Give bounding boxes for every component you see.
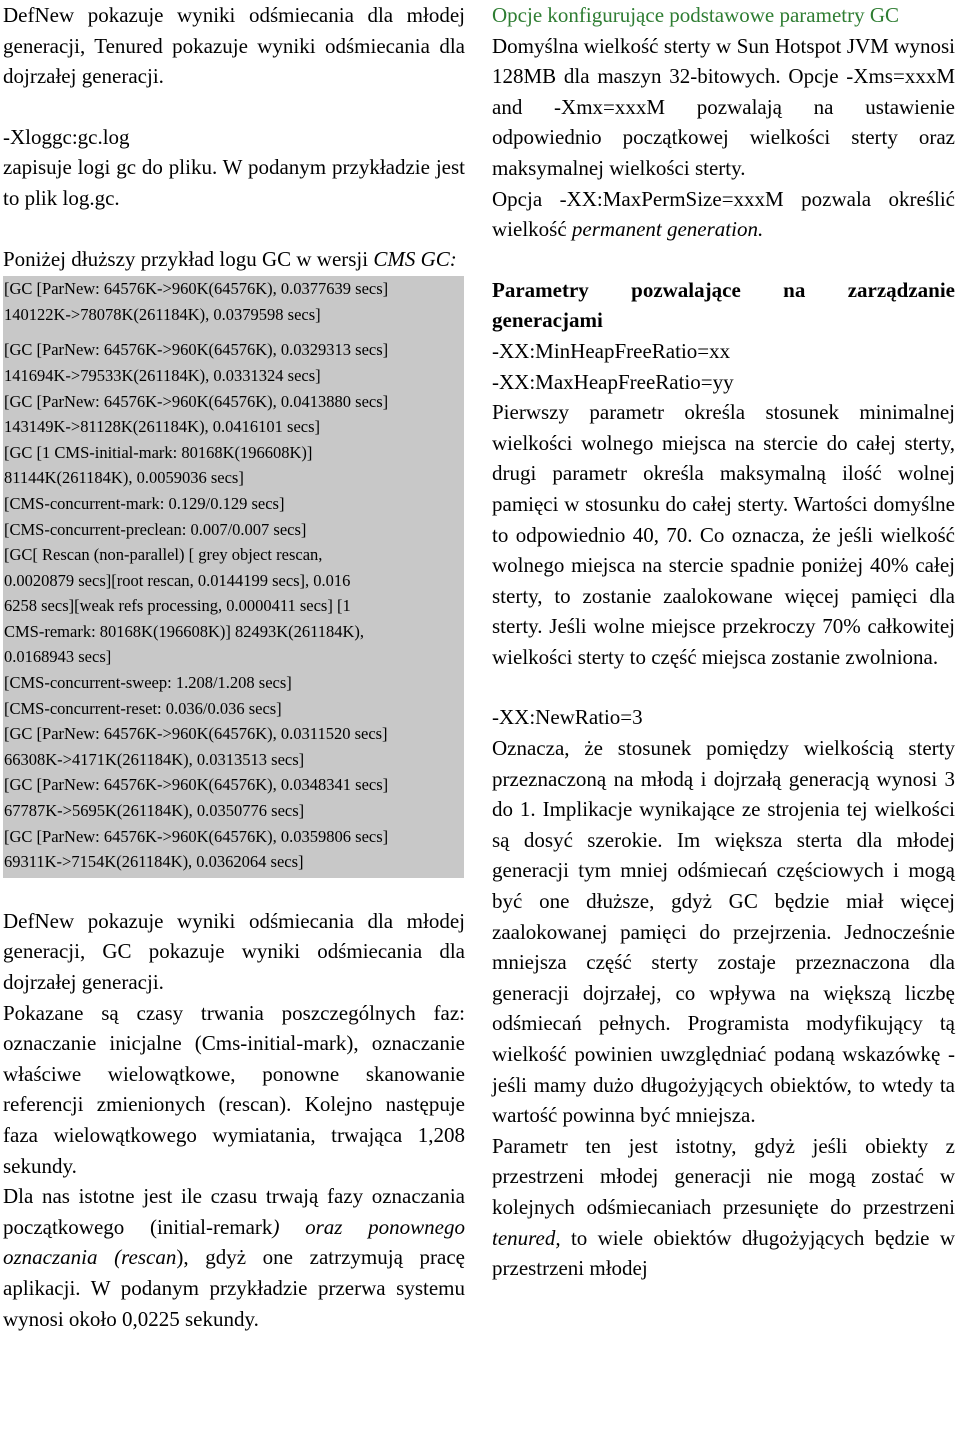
section-heading-gc-options: Opcje konfigurujące podstawowe parametry GC bbox=[492, 3, 900, 27]
spacer bbox=[3, 214, 465, 244]
gc-log-line: 81144K(261184K), 0.0059036 secs] bbox=[4, 468, 244, 488]
gc-log-line: 0.0020879 secs][root rescan, 0.0144199 secs], 0.016 bbox=[4, 570, 351, 590]
spacer bbox=[492, 672, 955, 702]
xloggc-option: -Xloggc:gc.log bbox=[3, 124, 130, 149]
gc-log-line: [GC[ Rescan (non-parallel) [ grey object rescan, bbox=[4, 545, 323, 565]
right-column bbox=[492, 0, 955, 1284]
gc-log-line: [GC [ParNew: 64576K->960K(64576K), 0.0377639 secs] bbox=[4, 279, 389, 299]
gc-log-line: [GC [ParNew: 64576K->960K(64576K), 0.0359806 secs] bbox=[4, 826, 389, 846]
heap-free-ratio-paragraph: Pierwszy parametr określa stosunek minimalnej wielkości wolnego miejsca na stercie do całej sterty, drugi parametr określa maksymalną ilość wolnej pamięci w stosunku do całej sterty. Wartości domyślne to odpowiednio 40, 70. Co oznacza, że jeśli wielkość wolnego miejsca na stercie spadnie poniżej 40% całej sterty, to zostanie zaalokowane więcej pamięci dla sterty. Jeśli wolne miejsce przekroczy 70% całkowitej wielkości sterty to część miejsca zostanie zwolniona. bbox=[492, 400, 955, 669]
tenured-text-c: to wiele obiektów długożyjących będzie w przestrzeni młodej bbox=[492, 1225, 955, 1281]
longer-example-text: Poniżej dłuższy przykład logu GC w wersji bbox=[3, 246, 369, 271]
spacer bbox=[3, 878, 465, 906]
gc-log-line: [CMS-concurrent-preclean: 0.007/0.007 secs] bbox=[4, 519, 307, 539]
gc-log-group-2 bbox=[4, 337, 464, 874]
pause-explanation bbox=[3, 1181, 465, 1334]
gc-log-line: 141694K->79533K(261184K), 0.0331324 secs] bbox=[4, 365, 321, 385]
pause-text-c: ), gdyż one zatrzymują pracę aplikacji. W podanym przykładzie przerwa systemu wynosi około 0,0225 sekundy. bbox=[3, 1245, 466, 1331]
xloggc-description: zapisuje logi gc do pliku. W podanym przykładzie jest to plik log.gc. bbox=[3, 155, 465, 210]
log-spacer bbox=[4, 327, 464, 337]
gc-log-line: [GC [ParNew: 64576K->960K(64576K), 0.0348341 secs] bbox=[4, 775, 389, 795]
gc-log-block bbox=[3, 276, 464, 878]
option-max-heap-free: -XX:MaxHeapFreeRatio=yy bbox=[492, 369, 734, 394]
gc-log-group-1 bbox=[4, 276, 464, 327]
gc-log-line: 66308K->4171K(261184K), 0.0313513 secs] bbox=[4, 749, 305, 769]
defnew-explanation: DefNew pokazuje wyniki odśmiecania dla młodej generacji, GC pokazuje wyniki odśmiecania dla dojrzałej generacji. bbox=[3, 908, 465, 994]
maxpermsize-paragraph bbox=[492, 184, 955, 245]
gc-log-line: [GC [1 CMS-initial-mark: 80168K(196608K)] bbox=[4, 442, 313, 462]
gc-log-line: [CMS-concurrent-reset: 0.036/0.036 secs] bbox=[4, 698, 282, 718]
heap-size-paragraph: Domyślna wielkość sterty w Sun Hotspot JVM wynosi 128MB dla maszyn 32-bitowych. Opcje -Xms=xxxM and -Xmx=xxxM pozwalają na ustawienie odpowiednio początkowej wielkości sterty oraz maksymalnej wielkości sterty. bbox=[492, 33, 955, 180]
longer-example-intro bbox=[3, 244, 465, 275]
phases-explanation: Pokazane są czasy trwania poszczególnych faz: oznaczanie inicjalne (Cms-initial-mark), oznaczanie właściwe wielowątkowe, ponowne skanowanie referencji zmienionych (rescan). Kolejno następuje faza wielowątkowego wymiatania, trwająca 1,208 sekundy. bbox=[3, 1000, 465, 1178]
left-column bbox=[3, 0, 465, 1334]
newratio-paragraph: Oznacza, że stosunek pomiędzy wielkością sterty przeznaczoną na młodą i dojrzałą generacją wynosi 3 do 1. Implikacje wynikające ze strojenia tej wielkości są dosyć szerokie. Im większa sterta dla młodej generacji tym mniej odśmiecań częściowych i mogą być one dłuższe, gdyż GC będzie miał więcej zaalokowanej pamięci do przejrzenia. Jednocześnie mniejsza część sterty zostaje przeznaczona dla generacji dojrzałej, co wpływa na większą liczbę odśmiecań pełnych. Programista modyfikujący tą wielkość powinien uwzględniać podaną wskazówkę - jeśli mamy dużo długożyjących obiektów, to wtedy ta wartość powinna być mniejsza. bbox=[492, 736, 955, 1128]
gc-log-line: [GC [ParNew: 64576K->960K(64576K), 0.0413880 secs] bbox=[4, 391, 389, 411]
gc-log-line: 69311K->7154K(261184K), 0.0362064 secs] bbox=[4, 852, 304, 872]
option-min-heap-free: -XX:MinHeapFreeRatio=xx bbox=[492, 338, 731, 363]
pause-text-a: Dla nas istotne jest ile czasu trwają fazy oznaczania początkowego (initial-remark bbox=[3, 1184, 465, 1239]
cms-gc-label: CMS GC: bbox=[373, 246, 457, 271]
gc-log-line: [GC [ParNew: 64576K->960K(64576K), 0.0311520 secs] bbox=[4, 724, 388, 744]
tenured-text-a: Parametr ten jest istotny, gdyż jeśli obiekty z przestrzeni młodej generacji nie mogą zostać w kolejnych odśmiecaniach przesunięte do przestrzeni bbox=[492, 1133, 955, 1219]
maxperm-text: Opcja -XX:MaxPermSize=xxxM pozwala określić wielkość bbox=[492, 186, 955, 242]
tenured-paragraph bbox=[492, 1131, 955, 1284]
tenured-term: tenured, bbox=[492, 1225, 561, 1250]
gc-log-line: 143149K->81128K(261184K), 0.0416101 secs] bbox=[4, 417, 321, 437]
spacer bbox=[492, 245, 955, 275]
spacer bbox=[3, 92, 465, 122]
option-newratio: -XX:NewRatio=3 bbox=[492, 705, 643, 730]
gc-log-line: [CMS-concurrent-sweep: 1.208/1.208 secs] bbox=[4, 673, 292, 693]
gc-log-line: [GC [ParNew: 64576K->960K(64576K), 0.0329313 secs] bbox=[4, 340, 389, 360]
gc-log-line: 140122K->78078K(261184K), 0.0379598 secs] bbox=[4, 304, 321, 324]
pause-text-b: ) oraz ponownego oznaczania (rescan bbox=[3, 1214, 465, 1270]
gc-log-line: [CMS-concurrent-mark: 0.129/0.129 secs] bbox=[4, 493, 285, 513]
gc-log-line: 6258 secs][weak refs processing, 0.0000411 secs] [1 bbox=[4, 596, 351, 616]
permanent-generation-term: permanent generation. bbox=[571, 217, 764, 242]
intro-paragraph: DefNew pokazuje wyniki odśmiecania dla młodej generacji, Tenured pokazuje wyniki odśmiecania dla dojrzałej generacji. bbox=[3, 3, 465, 89]
gc-log-line: 0.0168943 secs] bbox=[4, 647, 112, 667]
gc-log-line: 67787K->5695K(261184K), 0.0350776 secs] bbox=[4, 801, 305, 821]
section-heading-generations: Parametry pozwalające na zarządzanie generacjami bbox=[492, 277, 955, 333]
gc-log-line: CMS-remark: 80168K(196608K)] 82493K(261184K), bbox=[4, 621, 365, 641]
